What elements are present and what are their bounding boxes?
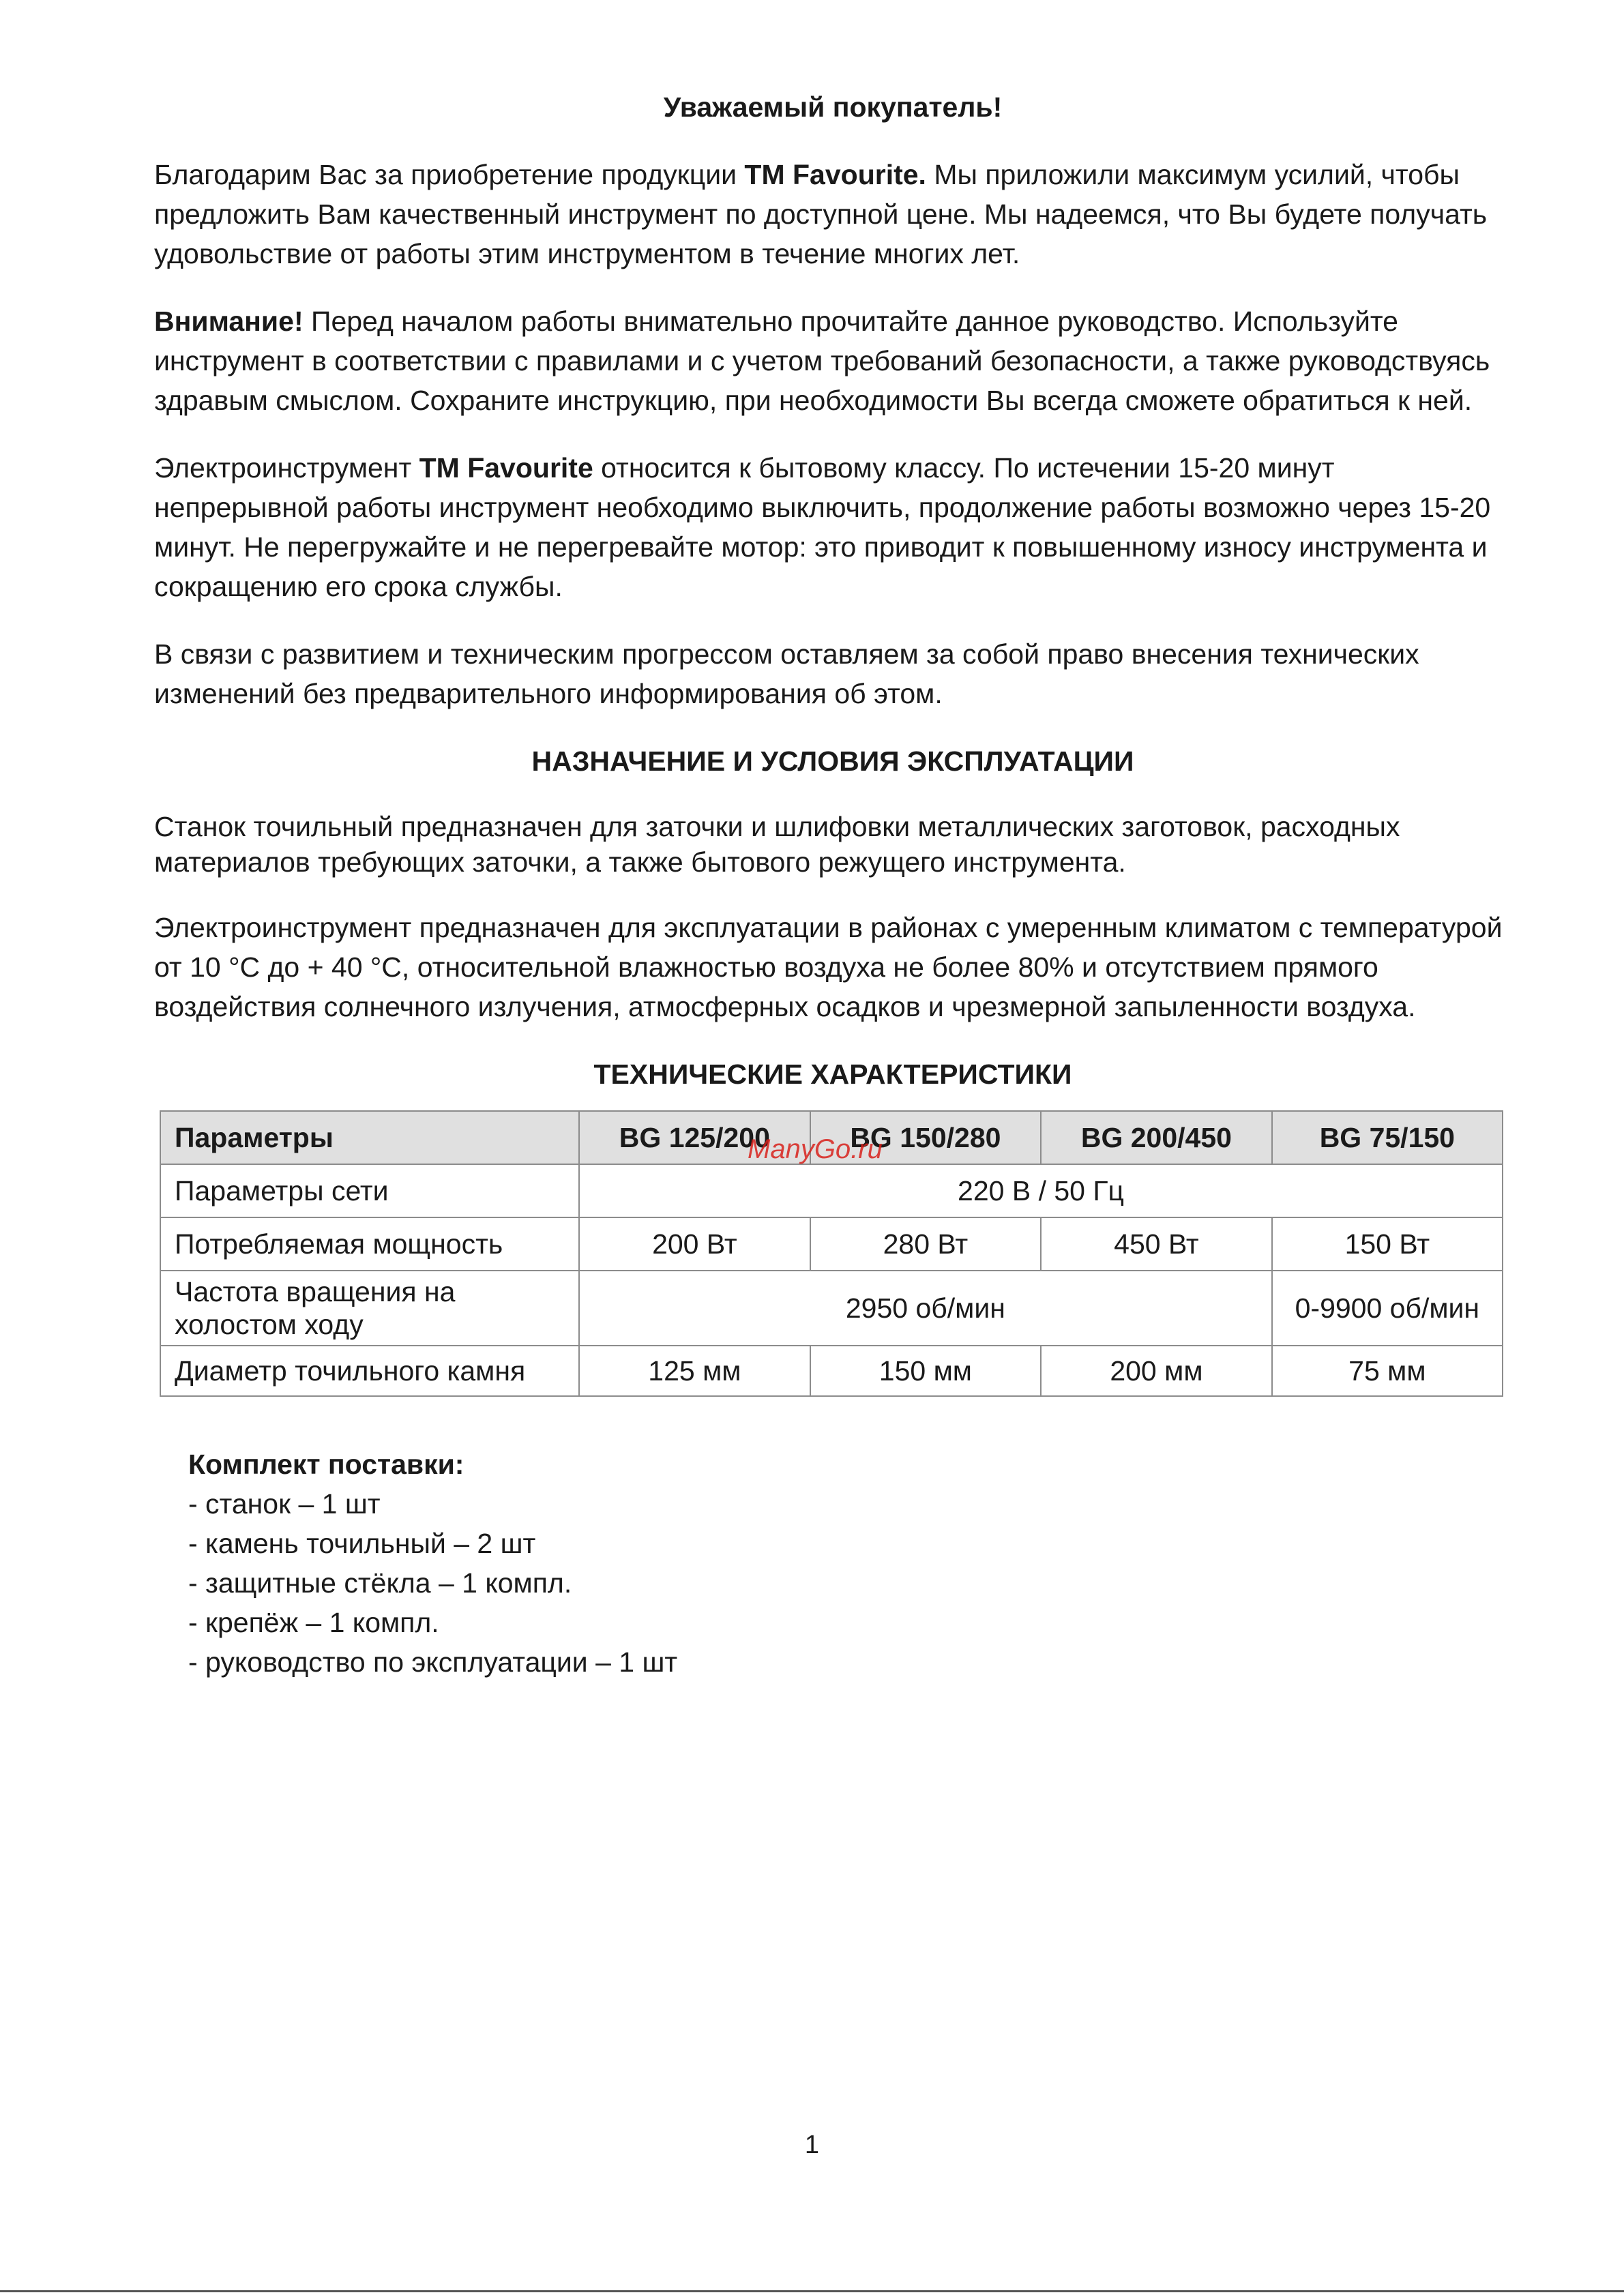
table-row <box>160 1217 1503 1271</box>
power-bg200: 450 Вт <box>1041 1217 1272 1271</box>
table-row <box>160 1164 1503 1217</box>
power-bg150: 280 Вт <box>810 1217 1042 1271</box>
diameter-bg125: 125 мм <box>579 1346 810 1396</box>
header-cell-bg200: BG 200/450 <box>1041 1111 1272 1164</box>
specs-heading: ТЕХНИЧЕСКИЕ ХАРАКТЕРИСТИКИ <box>593 1058 1072 1090</box>
kit-list <box>188 1484 1511 1682</box>
attention-label: Внимание! <box>154 306 304 337</box>
list-item: - руководство по эксплуатации – 1 шт <box>188 1646 678 1678</box>
table-row <box>160 1346 1503 1396</box>
diameter-bg200: 200 мм <box>1041 1346 1272 1396</box>
header-cell-bg125: BG 125/200 <box>579 1111 810 1164</box>
list-item: - камень точильный – 2 шт <box>188 1528 536 1559</box>
row-label-network: Параметры сети <box>160 1164 579 1217</box>
class-note-brand: TM Favourite <box>419 452 593 484</box>
intro-text-2: Мы приложили максимум усилий, чтобы предложить Вам качественный инструмент по доступной цене. Мы надеемся, что Вы будете получать удовольствие от работы этим инструментом в течение многих лет. <box>154 159 1488 269</box>
power-bg75: 150 Вт <box>1272 1217 1503 1271</box>
class-note-text-1: Электроинструмент <box>154 452 419 484</box>
speed-common-value: 2950 об/мин <box>579 1271 1272 1346</box>
intro-text-1: Благодарим Вас за приобретение продукции <box>154 159 745 190</box>
list-item: - крепёж – 1 компл. <box>188 1607 439 1638</box>
diameter-bg150: 150 мм <box>810 1346 1042 1396</box>
page-content <box>154 87 1511 1682</box>
intro-brand: TM Favourite. <box>744 159 926 190</box>
purpose-paragraph-1: Станок точильный предназначен для заточки и шлифовки металлических заготовок, расходных материалов требующих заточки, а также бытового режущего инструмента. <box>154 811 1400 878</box>
intro-paragraph <box>154 155 1511 273</box>
power-bg125: 200 Вт <box>579 1217 810 1271</box>
header-cell-params: Параметры <box>160 1111 579 1164</box>
header-cell-bg150: BG 150/280 <box>810 1111 1042 1164</box>
class-note-text-2: относится к бытовому классу. По истечении 15-20 минут непрерывной работы инструмент необходимо выключить, продолжение работы возможно через 15-20 минут. Не перегружайте и не перегревайте мотор: это приводит к повышенному износу инструмента и сокращению его срока службы. <box>154 452 1491 602</box>
kit-title: Комплект поставки: <box>188 1449 464 1480</box>
page-number: 1 <box>804 2131 820 2159</box>
table-row <box>160 1271 1503 1346</box>
row-label-speed: Частота вращения на холостом ходу <box>160 1271 579 1346</box>
row-label-diameter: Диаметр точильного камня <box>160 1346 579 1396</box>
greeting-heading: Уважаемый покупатель! <box>663 91 1003 123</box>
class-note-paragraph <box>154 448 1511 606</box>
watermark-text: ManyGo.ru <box>748 1134 883 1164</box>
diameter-bg75: 75 мм <box>1272 1346 1503 1396</box>
header-cell-bg75: BG 75/150 <box>1272 1111 1503 1164</box>
row-label-power: Потребляемая мощность <box>160 1217 579 1271</box>
list-item: - защитные стёкла – 1 компл. <box>188 1567 572 1599</box>
changes-note-paragraph: В связи с развитием и техническим прогрессом оставляем за собой право внесения технических изменений без предварительного информирования об этом. <box>154 638 1419 709</box>
attention-text: Перед началом работы внимательно прочитайте данное руководство. Используйте инструмент в соответствии с правилами и с учетом требований безопасности, а также руководствуясь здравым смыслом. Сохраните инструкцию, при необходимости Вы всегда сможете обратиться к ней. <box>154 306 1490 416</box>
purpose-heading: НАЗНАЧЕНИЕ И УСЛОВИЯ ЭКСПЛУАТАЦИИ <box>531 745 1134 777</box>
attention-paragraph <box>154 301 1511 420</box>
network-value: 220 В / 50 Гц <box>579 1164 1503 1217</box>
page-bottom-border <box>0 2290 1624 2292</box>
delivery-kit <box>188 1445 1511 1682</box>
list-item: - станок – 1 шт <box>188 1488 381 1520</box>
purpose-paragraph-2: Электроинструмент предназначен для эксплуатации в районах с умеренным климатом с температурой от 10 °C до + 40 °C, относительной влажностью воздуха не более 80% и отсутствием прямого воздействия солнечного излучения, атмосферных осадков и чрезмерной запыленности воздуха. <box>154 912 1503 1022</box>
speed-bg75-value: 0-9900 об/мин <box>1272 1271 1503 1346</box>
